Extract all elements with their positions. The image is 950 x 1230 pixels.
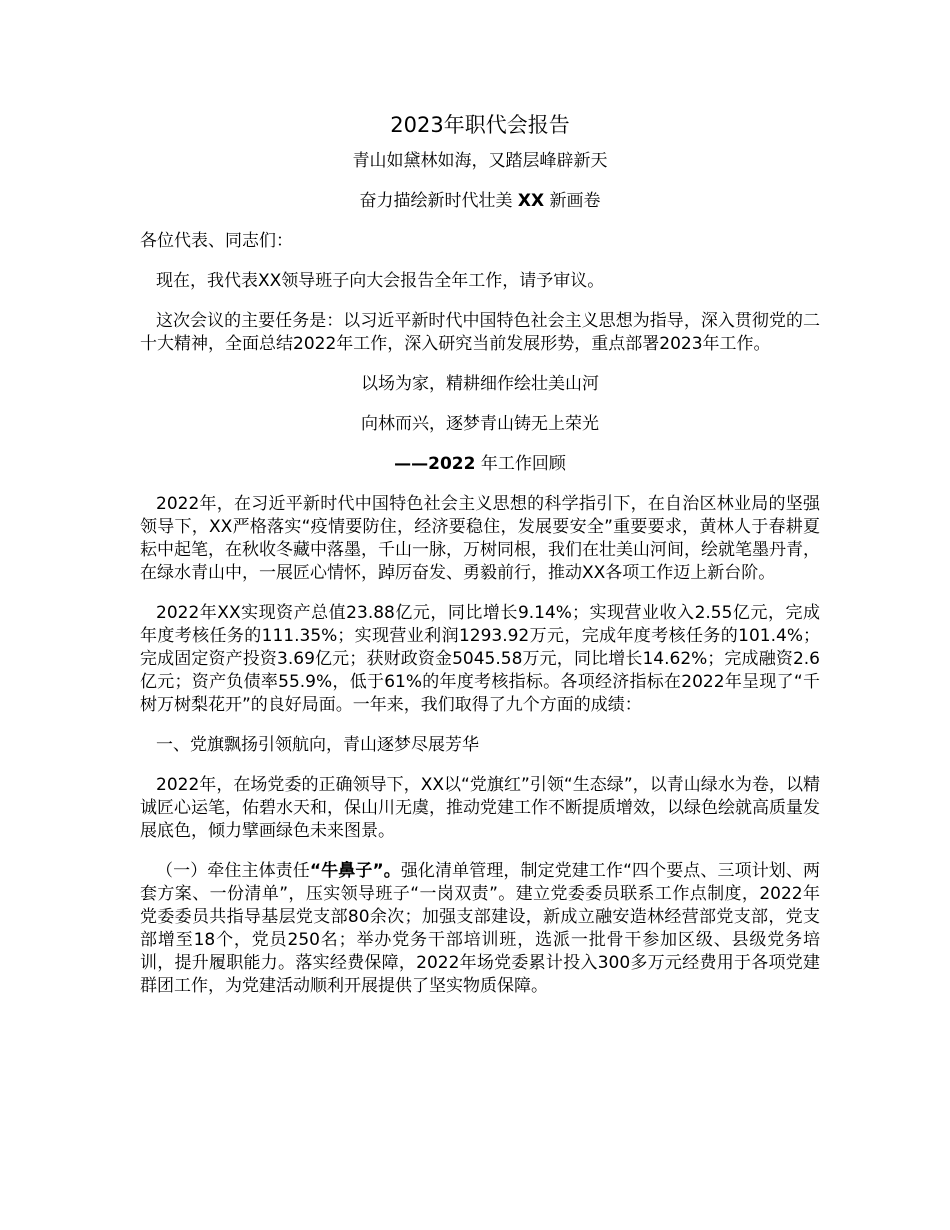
paragraph-section-1: 2022年，在场党委的正确领导下，XX以“党旗红”引领“生态绿”，以青山绿水为卷，以精诚匠心运笔，佑碧水天和，保山川无虞，推动党建工作不断提质增效，以绿色绘就高质量发展底色，倾力擘画绿色未来图景。 <box>140 775 820 841</box>
paragraph-task: 这次会议的主要任务是：以习近平新时代中国特色社会主义思想为指导，深入贯彻党的二十大精神，全面总结2022年工作，深入研究当前发展形势，重点部署2023年工作。 <box>140 311 820 354</box>
heading-3-bold: ——2022 <box>394 454 476 474</box>
subtitle-line-1: 青山如黛林如海，又踏层峰辟新天 <box>352 151 608 171</box>
heading-line-1: 以场为家，精耕细作绘壮美山河 <box>361 374 599 394</box>
heading-line-3 <box>140 453 820 476</box>
salutation: 各位代表、同志们： <box>140 231 293 251</box>
page-title: 2023年职代会报告 <box>390 113 570 137</box>
item-1-pre: （一）牵住主体责任 <box>156 861 310 881</box>
section-heading-1: 一、党旗飘扬引领航向，青山逐梦尽展芳华 <box>156 735 479 755</box>
paragraph-stats: 2022年XX实现资产总值23.88亿元，同比增长9.14%；实现营业收入2.55亿元，完成年度考核任务的111.35%；实现营业利润1293.92万元，完成年度考核任务的101.4%；完成固定资产投资3.69亿元；获财政资金5045.58万元，同比增长14.62%；完成融资2.6亿元；资产负债率55.9%，低于61%的年度考核指标。各项经济指标在2022年呈现了“千树万树梨花开”的良好局面。一年来，我们取得了九个方面的成绩： <box>140 603 820 715</box>
heading-3-post: 年工作回顾 <box>480 454 566 474</box>
document-page <box>140 110 820 1015</box>
heading-line-2: 向林而兴，逐梦青山铸无上荣光 <box>361 414 599 434</box>
item-1-post: 强化清单管理，制定党建工作“四个要点、三项计划、两套方案、一份清单”，压实领导班子“一岗双责”。建立党委委员联系工作点制度，2022年党委委员共指导基层党支部80余次；加强支部建设，新成立融安造林经营部党支部，党支部增至18个，党员250名；举办党务干部培训班，选派一批骨干参加区级、县级党务培训，提升履职能力。落实经费保障，2022年场党委累计投入300多万元经费用于各项党建群团工作，为党建活动顺利开展提供了坚实物质保障。 <box>140 861 820 996</box>
subtitle-line-2 <box>140 190 820 213</box>
paragraph-intro: 现在，我代表XX领导班子向大会报告全年工作，请予审议。 <box>156 271 605 291</box>
subtitle-2-post: 新画卷 <box>549 191 601 211</box>
paragraph-review: 2022年，在习近平新时代中国特色社会主义思想的科学指引下，在自治区林业局的坚强领导下，XX严格落实“疫情要防住，经济要稳住，发展要安全”重要要求，黄林人于春耕夏耘中起笔，在秋收冬藏中落墨，千山一脉，万树同根，我们在壮美山河间，绘就笔墨丹青，在绿水青山中，一展匠心情怀，踔厉奋发、勇毅前行，推动XX各项工作迈上新台阶。 <box>140 494 820 583</box>
subtitle-2-pre: 奋力描绘新时代壮美 <box>359 191 513 211</box>
subtitle-2-bold: XX <box>517 191 545 211</box>
paragraph-item-1 <box>140 860 820 998</box>
item-1-bold: “牛鼻子”。 <box>309 861 401 881</box>
